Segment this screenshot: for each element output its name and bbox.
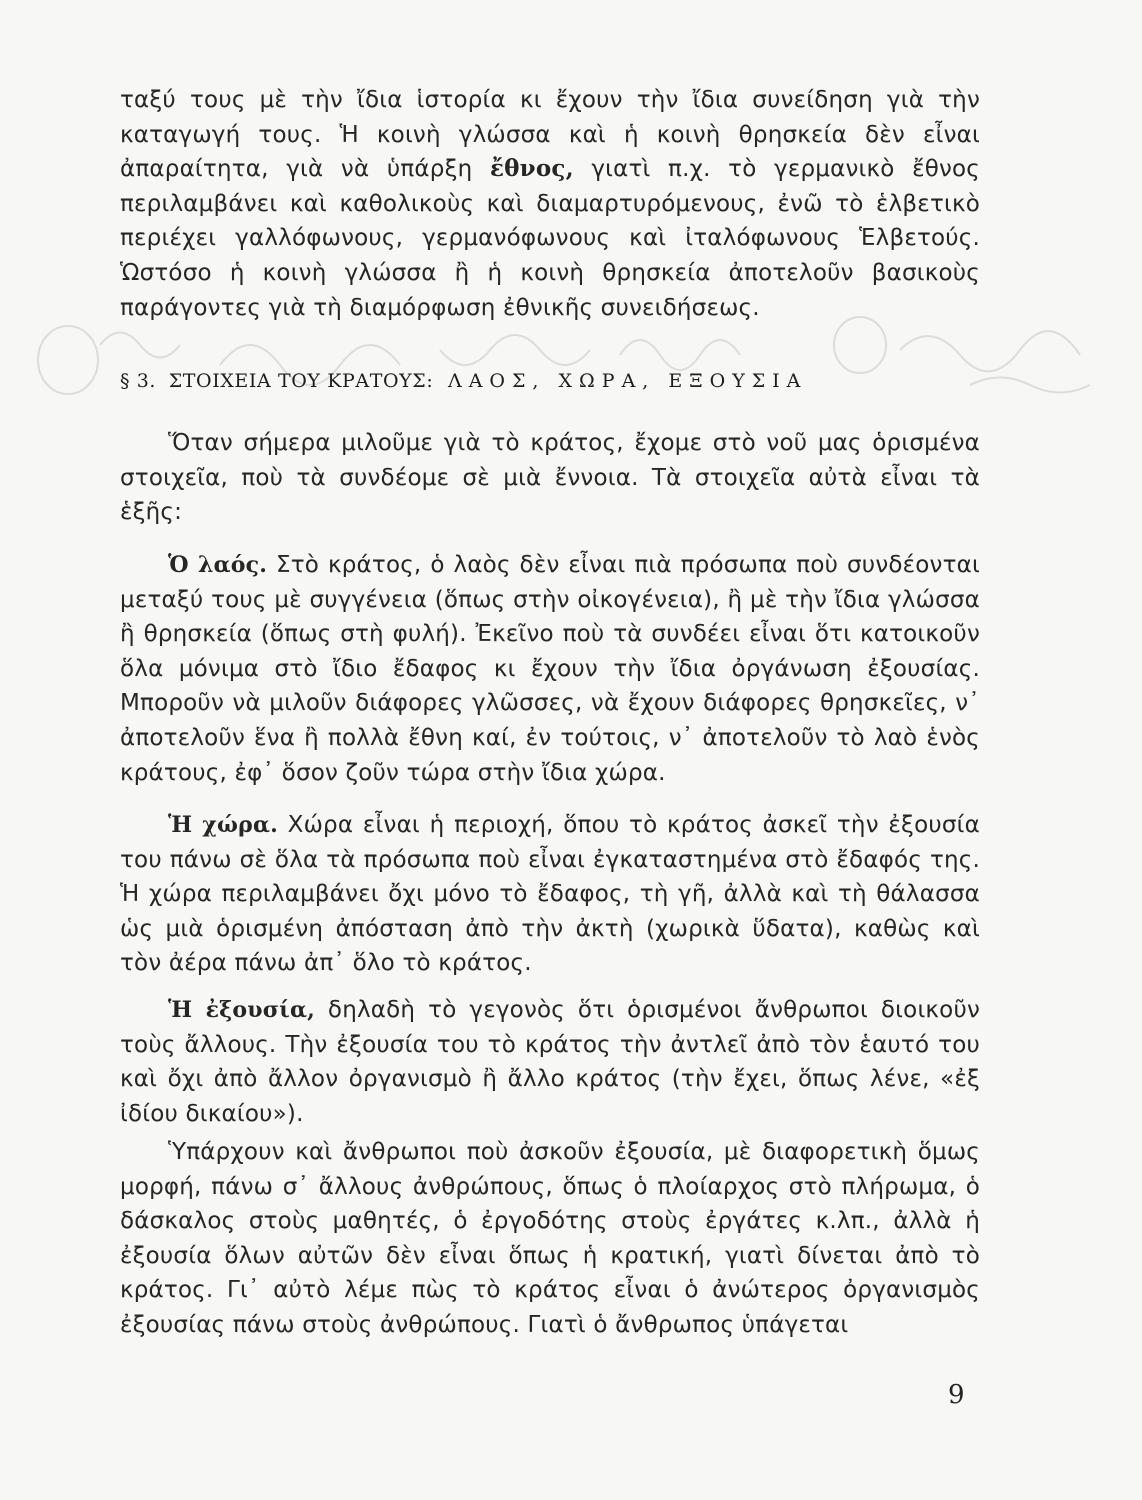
people-paragraph	[120, 548, 980, 790]
section-heading	[120, 370, 980, 392]
section-subtitle: ΛΑΟΣ, ΧΩΡΑ, ΕΞΟΥΣΙΑ	[447, 370, 808, 392]
closing-paragraph	[120, 1135, 980, 1343]
term-people: Ὁ λαός.	[168, 552, 268, 578]
people-text: Στὸ κράτος, ὁ λαὸς δὲν εἶναι πιὰ πρόσωπα ποὺ συνδέονται μεταξύ τους μὲ συγγένεια (ὅπως στὴν οἰκογένεια), ἢ μὲ τὴν ἴδια γλώσσα ἢ θρησκεία (ὅπως στὴ φυλή). Ἐκεῖνο ποὺ τὰ συνδέει εἶναι ὅτι κατοικοῦν ὅλα μόνιμα στὸ ἴδιο ἔδαφος κι ἔχουν τὴν ἴδια ὀργάνωση ἐξουσίας. Μποροῦν νὰ μιλοῦν διάφορες γλῶσσες, νὰ ἔχουν διάφορες θρησκεῖες, ν᾽ ἀποτελοῦν ἕνα ἢ πολλὰ ἔθνη καί, ἐν τούτοις, ν᾽ ἀποτελοῦν τὸ λαὸ ἑνὸς κράτους, ἐφ᾽ ὅσον ζοῦν τώρα στὴν ἴδια χώρα.	[120, 552, 980, 786]
term-territory: Ἡ χώρα.	[168, 812, 278, 838]
paragraph-text-end: γιατὶ π.χ. τὸ γερμανικὸ ἔθνος περιλαμβάνει καὶ καθολικοὺς καὶ διαμαρτυρόμενους, ἐνῶ τὸ ἑλβετικὸ περιέχει γαλλόφωνους, γερμανόφωνους καὶ ἰταλόφωνους Ἑλβετούς. Ὡστόσο ἡ κοινὴ γλώσσα ἢ ἡ κοινὴ θρησκεία ἀποτελοῦν βασικοὺς παράγοντες γιὰ τὴ διαμόρφωση ἐθνικῆς συνειδήσεως.	[120, 156, 980, 321]
authority-text: δηλαδὴ τὸ γεγονὸς ὅτι ὁρισμένοι ἄνθρωποι διοικοῦν τοὺς ἄλλους. Τὴν ἐξουσία του τὸ κράτος τὴν ἀντλεῖ ἀπὸ τὸν ἑαυτό του καὶ ὄχι ἀπὸ ἄλλον ὀργανισμὸ ἢ ἄλλο κράτος (τὴν ἔχει, ὅπως λένε, «ἐξ ἰδίου δικαίου»).	[120, 997, 981, 1127]
paragraph-text-start: ταξύ τους μὲ τὴν ἴδια ἱστορία κι ἔχουν τὴν ἴδια συνείδηση γιὰ τὴν καταγωγή τους. Ἡ κοινὴ γλώσσα καὶ ἡ κοινὴ θρησκεία δὲν εἶναι ἀπαραίτητα, γιὰ νὰ ὑπάρξη	[120, 87, 980, 183]
bold-term-ethnos: ἔθνος,	[489, 155, 574, 183]
intro-paragraph	[120, 426, 980, 530]
intro-text: Ὅταν σήμερα μιλοῦμε γιὰ τὸ κράτος, ἔχομε στὸ νοῦ μας ὁρισμένα στοιχεῖα, ποὺ τὰ συνδέομε σὲ μιὰ ἔννοια. Τὰ στοιχεῖα αὐτὰ εἶναι τὰ ἑξῆς:	[120, 430, 980, 526]
continued-paragraph	[120, 83, 980, 325]
territory-text: Χώρα εἶναι ἡ περιοχή, ὅπου τὸ κράτος ἀσκεῖ τὴν ἐξουσία του πάνω σὲ ὅλα τὰ πρόσωπα ποὺ εἶναι ἐγκαταστημένα στὸ ἔδαφός της. Ἡ χώρα περιλαμβάνει ὄχι μόνο τὸ ἔδαφος, τὴ γῆ, ἀλλὰ καὶ τὴ θάλασσα ὡς μιὰ ὁρισμένη ἀπόσταση ἀπὸ τὴν ἀκτὴ (χωρικὰ ὕδατα), καθὼς καὶ τὸν ἀέρα πάνω ἀπ᾽ ὅλο τὸ κράτος.	[120, 812, 980, 977]
term-authority: Ἡ ἐξουσία,	[168, 997, 315, 1023]
section-number: § 3.	[120, 370, 157, 392]
closing-text: Ὑπάρχουν καὶ ἄνθρωποι ποὺ ἀσκοῦν ἐξουσία, μὲ διαφορετικὴ ὅμως μορφή, πάνω σ᾽ ἄλλους ἀνθρώπους, ὅπως ὁ πλοίαρχος στὸ πλήρωμα, ὁ δάσκαλος στοὺς μαθητές, ὁ ἐργοδότης στοὺς ἐργάτες κ.λπ., ἀλλὰ ἡ ἐξουσία ὅλων αὐτῶν δὲν εἶναι ὅπως ἡ κρατική, γιατὶ δίνεται ἀπὸ τὸ κράτος. Γι᾽ αὐτὸ λέμε πὼς τὸ κράτος εἶναι ὁ ἀνώτερος ὀργανισμὸς ἐξουσίας πάνω στοὺς ἀνθρώπους. Γιατὶ ὁ ἄνθρωπος ὑπάγεται	[120, 1139, 980, 1338]
territory-paragraph	[120, 808, 980, 981]
page-number: 9	[948, 1380, 965, 1410]
authority-paragraph	[120, 993, 980, 1131]
section-title: ΣΤΟΙΧΕΙΑ ΤΟΥ ΚΡΑΤΟΥΣ:	[168, 370, 434, 392]
